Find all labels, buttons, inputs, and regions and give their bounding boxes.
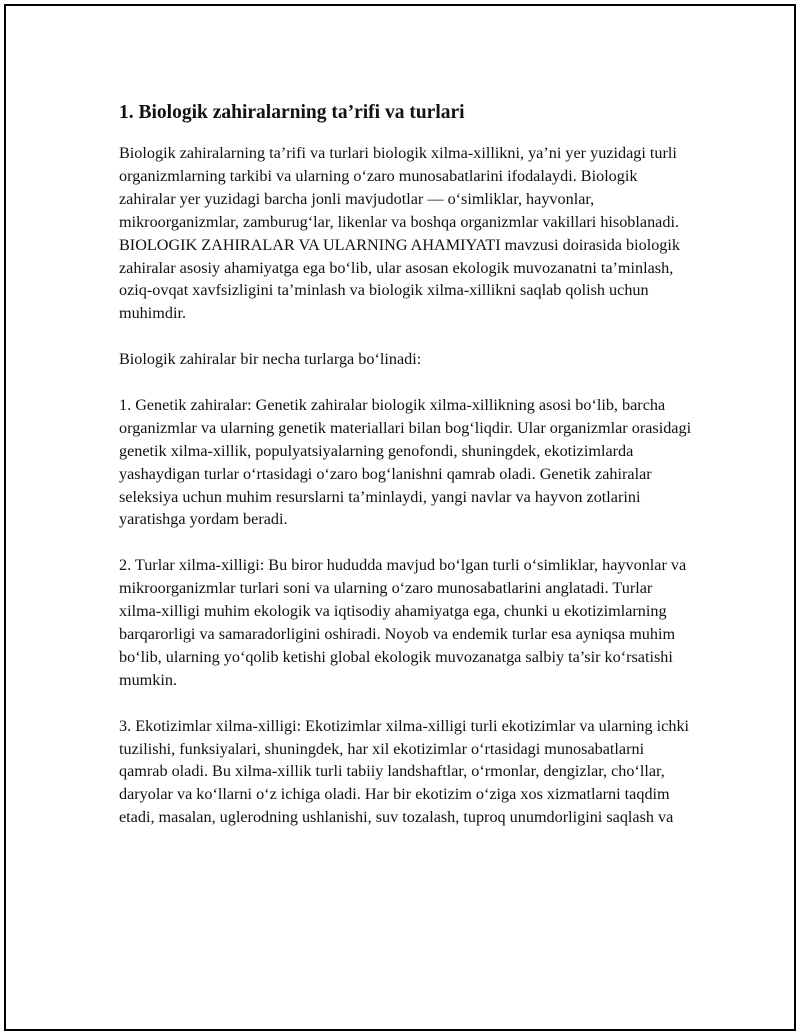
document-body <box>119 100 694 852</box>
paragraph-types-intro: Biologik zahiralar bir necha turlarga bo‘linadi: <box>119 350 422 369</box>
paragraph-definition: Biologik zahiralarning ta’rifi va turlari biologik xilma-xillikni, ya’ni yer yuzidagi turli organizmlarning tarkibi va ularning o‘zaro munosabatlarini ifodalaydi. Biologik zahiralar yer yuzidagi barcha jonli mavjudotlar — o‘simliklar, hayvonlar, mikroorganizmlar, zamburug‘lar, likenlar va boshqa organizmlar vakillari hisoblanadi. BIOLOGIK ZAHIRALAR VA ULARNING AHAMIYATI mavzusi doirasida biologik zahiralar asosiy ahamiyatga ega bo‘lib, ular asosan ekologik muvozanatni ta’minlash, oziq-ovqat xavfsizligini ta’minlash va biologik xilma-xillikni saqlab qolish uchun muhimdir. <box>119 144 680 323</box>
page-frame <box>4 4 796 1031</box>
paragraph-ecosystem-diversity: 3. Ekotizimlar xilma-xilligi: Ekotizimlar xilma-xilligi turli ekotizimlar va ularning ichki tuzilishi, funksiyalari, shuningdek, har xil ekotizimlar o‘rtasidagi munosabatlarni qamrab oladi. Bu xilma-xillik turli tabiiy landshaftlar, o‘rmonlar, dengizlar, cho‘llar, daryolar va ko‘llarni o‘z ichiga oladi. Har bir ekotizim o‘ziga xos xizmatlarni taqdim etadi, masalan, uglerodning ushlanishi, suv tozalash, tuproq unumdorligini saqlash va <box>119 716 690 827</box>
paragraph-genetic-reserves: 1. Genetik zahiralar: Genetik zahiralar biologik xilma-xillikning asosi bo‘lib, barcha organizmlar va ularning genetik materiallari bilan bog‘liqdir. Ular organizmlar orasidagi genetik xilma-xillik, populyatsiyalarning genofondi, shuningdek, ekotizimlarda yashaydigan turlar o‘rtasidagi o‘zaro bog‘lanishni qamrab oladi. Genetik zahiralar seleksiya uchun muhim resurslarni ta’minlaydi, yangi navlar va hayvon zotlarini yaratishga yordam beradi. <box>119 395 692 529</box>
paragraph-species-diversity: 2. Turlar xilma-xilligi: Bu biror hududda mavjud bo‘lgan turli o‘simliklar, hayvonlar va mikroorganizmlar turlari soni va ularning o‘zaro munosabatlarini anglatadi. Turlar xilma-xilligi muhim ekologik va iqtisodiy ahamiyatga ega, chunki u ekotizimlarning barqarorligi va samaradorligini oshiradi. Noyob va endemik turlar esa ayniqsa muhim bo‘lib, ularning yo‘qolib ketishi global ekologik muvozanatga salbiy ta’sir ko‘rsatishi mumkin. <box>119 556 687 689</box>
section-heading: 1. Biologik zahiralarning ta’rifi va turlari <box>119 102 465 123</box>
